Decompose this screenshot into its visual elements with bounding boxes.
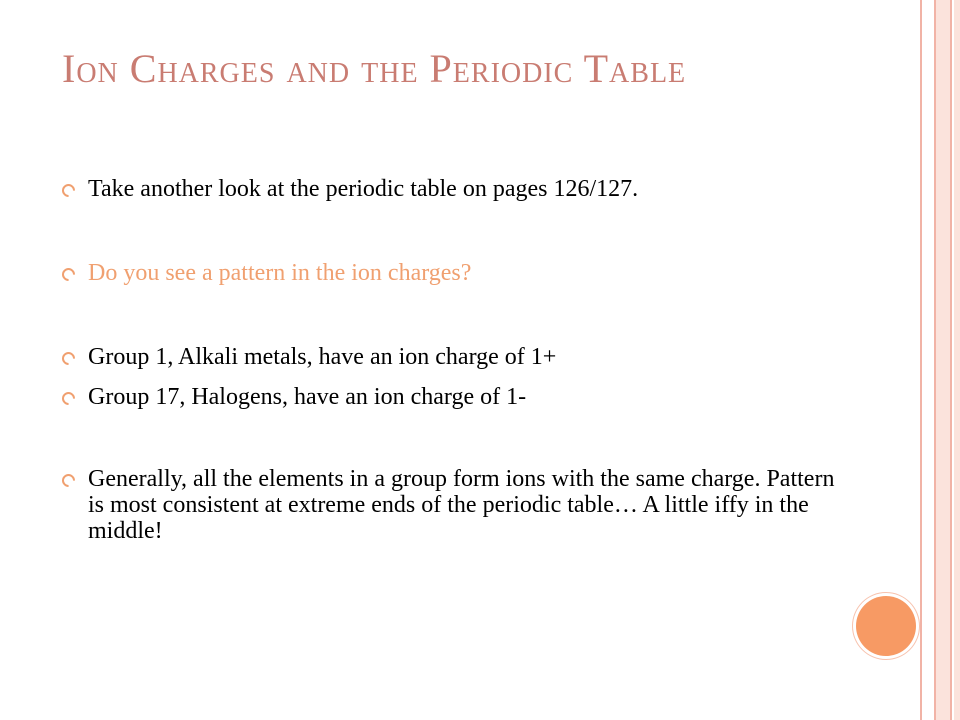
bullet-icon (59, 349, 77, 367)
bullet-icon (59, 265, 77, 283)
frame-band (936, 0, 950, 720)
bullet-icon (59, 389, 77, 407)
frame-line-3 (950, 0, 952, 720)
bullet-list (62, 176, 842, 544)
bullet-item (62, 344, 842, 370)
bullet-icon (59, 181, 77, 199)
bullet-text: Group 17, Halogens, have an ion charge of 1- (88, 384, 527, 410)
bullet-item (62, 466, 842, 544)
bullet-item (62, 384, 842, 410)
bullet-text: Group 1, Alkali metals, have an ion charge of 1+ (88, 344, 557, 370)
bullet-text: Take another look at the periodic table on pages 126/127. (88, 176, 639, 202)
frame-edge (954, 0, 960, 720)
bullet-text: Do you see a pattern in the ion charges? (88, 260, 472, 286)
frame-line-2 (934, 0, 936, 720)
bullet-item-highlight (62, 260, 842, 286)
bullet-item (62, 176, 842, 202)
decorative-circle (856, 596, 916, 656)
slide-title: Ion Charges and the Periodic Table (62, 46, 687, 91)
bullet-icon (59, 471, 77, 489)
frame-line-1 (920, 0, 922, 720)
bullet-text: Generally, all the elements in a group form ions with the same charge. Pattern is most consistent at extreme ends of the periodic table… A little iffy in the middle! (88, 466, 835, 544)
